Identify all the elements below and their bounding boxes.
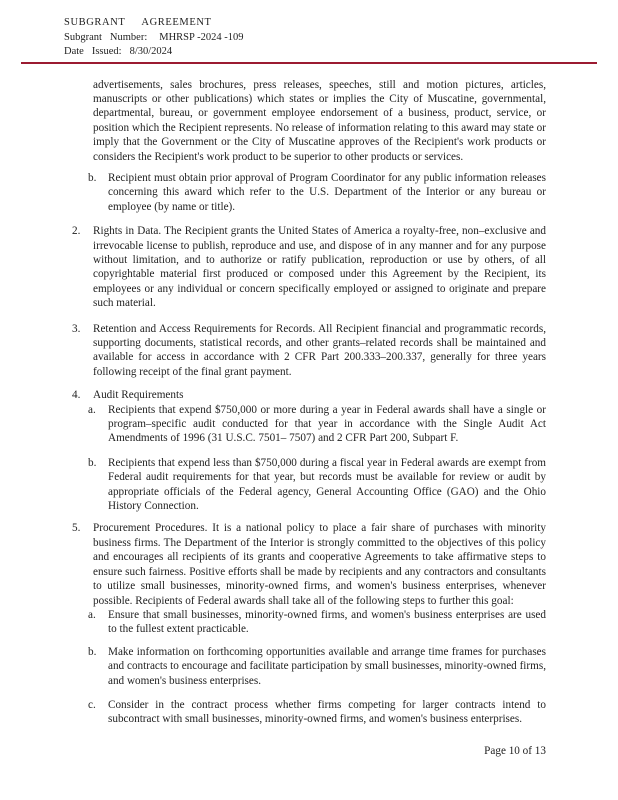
list-item-4b [88,456,546,514]
item-1b-marker: b. [88,171,97,184]
title-word-subgrant: SUBGRANT [64,17,126,28]
list-item-5c [88,698,546,727]
item-2-marker: 2. [72,225,81,238]
document-header [0,0,618,60]
item-3-text: Retention and Access Requirements for Records. All Recipient financial and programmatic records, supporting documents, statistical records, and other grants–related records shall be maintained and available for access in accordance with 2 CFR Part 200.333–200.337, generally for three years following receipt of the final grant payment. [93,322,546,378]
item-4-heading: Audit Requirements [93,389,184,402]
subgrant-number-value: MHRSP -2024 -109 [159,31,244,43]
list-item-1b [88,171,546,214]
item-4b-marker: b. [88,456,97,469]
item-4-marker: 4. [72,389,81,402]
issued-label: Issued: [91,46,122,57]
continuation-paragraph: advertisements, sales brochures, press releases, speeches, still and motion pictures, articles, manuscripts or other publications) which states or implies the City of Muscatine, governmental, departmental, bureau, or government employee endorsement of a business, product, service, or position which the Recipient represents. No release of information relating to this award may state or imply that the Government or the City of Muscatine approves of the Recipient's work products or considers the Recipient's work product to be superior to other products or services. [93,78,546,163]
item-5-marker: 5. [72,522,81,535]
list-item-2 [72,224,546,310]
item-2-text: Rights in Data. The Recipient grants the United States of America a royalty-free, non–exclusive and irrevocable license to publish, reproduce and use, and dispose of in any manner and for any purpose without limitation, and to authorize or ratify publication, reproduction or use by others, of all copyrightable material first produced or composed under this Agreement by the Recipient, its employees or any individual or concern specifically employed or assigned to originate and prepare such material. [93,225,546,310]
title-word-agreement: AGREEMENT [141,17,212,28]
page-footer [484,745,546,757]
list-item-5 [72,521,546,607]
page-number: Page 10 of 13 [484,745,546,757]
date-issued-value: 8/30/2024 [129,46,173,57]
item-5b-text: Make information on forthcoming opportunities available and arrange time frames for purchases and contracts to encourage and facilitate participation by small businesses, minority-owned firms, and women's business enterprises. [108,645,546,687]
item-5a-text: Ensure that small businesses, minority-owned firms, and women's business enterprises are used to the fullest extent practicable. [108,608,546,636]
subgrant-number-row [64,31,618,46]
number-label: Number: [109,31,148,43]
document-title [64,16,618,31]
item-4b-text: Recipients that expend less than $750,000 during a fiscal year in Federal awards are exempt from Federal audit requirements for that year, but records must be available for review or audit by appropriate officials of the Federal agency, General Accounting Office (GAO) and the Ohio History Connection. [108,456,546,513]
list-item-4a [88,403,546,446]
item-5c-marker: c. [88,698,96,711]
document-body [0,60,618,727]
item-5a-marker: a. [88,608,96,621]
list-item-5b [88,645,546,688]
header-rule [21,62,597,64]
item-5c-text: Consider in the contract process whether firms competing for larger contracts intend to subcontract with small businesses, minority-owned firms, and women's business enterprises. [108,698,546,726]
item-5b-marker: b. [88,645,97,658]
date-label: Date [64,46,84,57]
list-item-3 [72,322,546,380]
item-4a-marker: a. [88,403,96,416]
item-5-text: Procurement Procedures. It is a national policy to place a fair share of purchases with minority business firms. The Department of the Interior is strongly committed to the objectives of this policy and encourages all recipients of its grants and cooperative Agreements to take affirmative steps to ensure such fairness. Positive efforts shall be made by recipients and any contractors and consultants to utilize small businesses, minority-owned firms, and women's business enterprises, whenever possible. Recipients of Federal awards shall take all of the following steps to further this goal: [93,522,546,607]
date-issued-row [64,45,618,60]
list-item-5a [88,608,546,637]
subgrant-label: Subgrant [64,31,102,43]
item-4a-text: Recipients that expend $750,000 or more during a year in Federal awards shall have a single or program–specific audit conducted for that year in accordance with the Single Audit Act Amendments of 1996 (31 U.S.C. 7501– 7507) and 2 CFR Part 200, Subpart F. [108,403,546,445]
item-3-marker: 3. [72,322,81,335]
list-item-4 [72,388,546,402]
item-1b-text: Recipient must obtain prior approval of Program Coordinator for any public information releases concerning this award which refer to the U.S. Department of the Interior or any bureau or employee (by name or title). [108,171,546,213]
